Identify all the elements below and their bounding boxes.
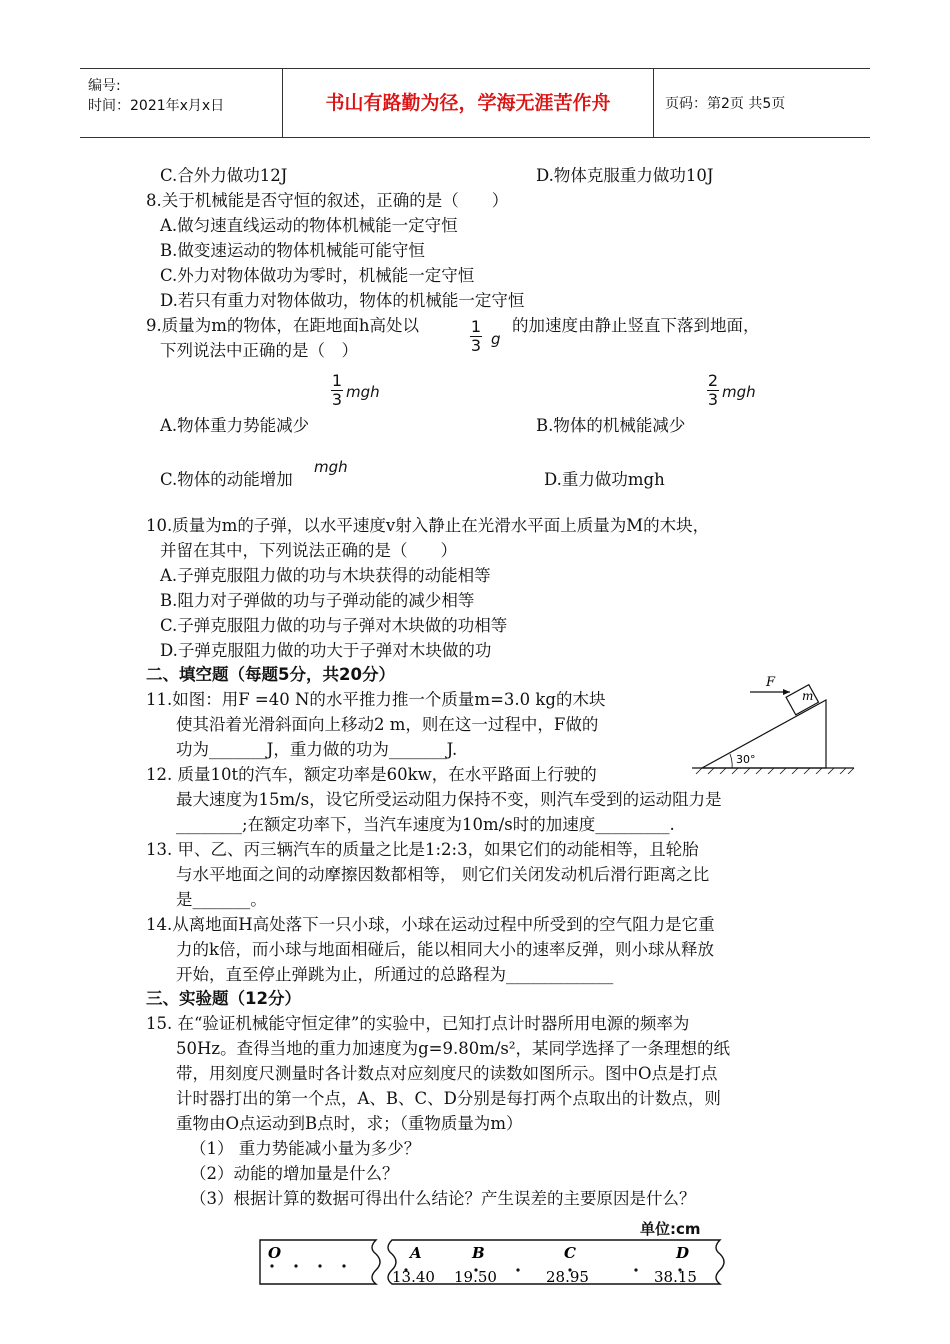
q10-option-a: A.子弹克服阻力做的功与木块获得的动能相等: [160, 566, 491, 585]
time-label: 时间：2021年x月x日: [88, 98, 225, 114]
q9-option-d: D.重力做功mgh: [544, 470, 665, 489]
q9-g-symbol: g: [491, 330, 501, 348]
q13-line-3: 是_______。: [176, 890, 267, 909]
tape-reading-c: 28.95: [546, 1268, 589, 1286]
q9-option-a: A.物体重力势能减少: [160, 416, 310, 435]
tape-reading-b: 19.50: [454, 1268, 497, 1286]
q8-option-a: A.做匀速直线运动的物体机械能一定守恒: [160, 216, 458, 235]
paper-tape-diagram: [258, 1236, 728, 1288]
q14-line-3: 开始，直至停止弹跳为止，所通过的总路程为_____________: [176, 965, 614, 984]
q15-sub-2: （2）动能的增加量是什么？: [190, 1164, 399, 1183]
q12-line-3: ________;在额定功率下，当汽车速度为10m/s时的加速度_________.: [176, 815, 675, 834]
q12-line-2: 最大速度为15m/s，设它所受运动阻力保持不变，则汽车受到的运动阻力是: [176, 790, 722, 809]
q10-option-d: D.子弹克服阻力做的功大于子弹对木块做的功: [160, 641, 492, 660]
incline-triangle: [702, 700, 826, 768]
q11-line-3: 功为_______J，重力做的功为_______J.: [176, 740, 458, 759]
section-3-heading: 三、实验题（12分）: [146, 989, 301, 1008]
q11-line-2: 使其沿着光滑斜面向上移动2 m，则在这一过程中，F做的: [176, 715, 599, 734]
q8-option-b: B.做变速运动的物体机械能可能守恒: [160, 241, 425, 260]
tape-point-c: C: [564, 1244, 576, 1262]
q13-line-1: 13. 甲、乙、丙三辆汽车的质量之比是1:2:3，如果它们的动能相等，且轮胎: [146, 840, 699, 859]
q8-stem: 8.关于机械能是否守恒的叙述，正确的是（ ）: [146, 191, 509, 210]
q12-line-1: 12. 质量10t的汽车，额定功率是60kw，在水平路面上行驶的: [146, 765, 597, 784]
q15-line-2: 50Hz。查得当地的重力加速度为g=9.80m/s²，某同学选择了一条理想的纸: [176, 1039, 730, 1058]
block-mass-label: m: [802, 689, 814, 703]
q11-line-1: 11.如图：用F =40 N的水平推力推一个质量m=3.0 kg的木块: [146, 690, 606, 709]
section-2-heading: 二、填空题（每题5分，共20分）: [146, 665, 395, 684]
tape-reading-a: 13.40: [392, 1268, 435, 1286]
fraction-numerator: 1: [470, 317, 482, 336]
tape-unit-label: 单位:cm: [640, 1220, 701, 1238]
q15-line-1: 15. 在“验证机械能守恒定律”的实验中，已知打点计时器所用电源的频率为: [146, 1014, 690, 1033]
q10-stem-1: 10.质量为m的子弹，以水平速度v射入静止在光滑水平面上质量为M的木块，: [146, 516, 710, 535]
q9-stem-1: 9.质量为m的物体，在距地面h高处以: [146, 316, 420, 335]
page-info: 页码：第2页 共5页: [665, 96, 786, 112]
header-motto: 书山有路勤为径，学海无涯苦作舟: [283, 69, 654, 137]
fraction-numerator: 1: [331, 371, 343, 390]
force-arrowhead: [783, 689, 790, 695]
force-label: F: [766, 675, 776, 690]
q9-fraction-b: [707, 372, 719, 409]
ground-hatching: [696, 768, 854, 774]
tape-point-o: O: [268, 1244, 282, 1262]
q9-a-mgh: mgh: [346, 383, 380, 401]
tape-point-a: A: [410, 1244, 422, 1262]
q10-option-c: C.子弹克服阻力做的功与子弹对木块做的功相等: [160, 616, 508, 635]
q10-stem-2: 并留在其中，下列说法正确的是（ ）: [160, 541, 457, 560]
tape-point-d: D: [676, 1244, 690, 1262]
angle-label: 30°: [736, 753, 756, 766]
q9-option-b: B.物体的机械能减少: [536, 416, 686, 435]
q9-c-mgh: mgh: [314, 458, 348, 476]
q13-line-2: 与水平地面之间的动摩擦因数都相等， 则它们关闭发动机后滑行距离之比: [176, 865, 710, 884]
incline-diagram: [690, 672, 860, 774]
q15-line-3: 带，用刻度尺测量时各计数点对应刻度尺的读数如图所示。图中O点是打点: [176, 1064, 718, 1083]
q9-option-c: C.物体的动能增加: [160, 470, 293, 489]
fraction-denominator: 3: [470, 336, 482, 355]
tape-point-b: B: [472, 1244, 485, 1262]
q9-stem-1-tail: 的加速度由静止竖直下落到地面，: [512, 316, 760, 335]
q7-option-c: C.合外力做功12J: [160, 166, 288, 185]
number-label: 编号:: [88, 78, 121, 94]
angle-arc: [730, 754, 732, 768]
q9-fraction-a: [331, 372, 343, 409]
q9-fraction-g: [470, 318, 482, 355]
page-header: [80, 68, 870, 138]
q8-option-c: C.外力对物体做功为零时，机械能一定守恒: [160, 266, 475, 285]
q9-b-mgh: mgh: [722, 383, 756, 401]
q14-line-1: 14.从离地面H高处落下一只小球，小球在运动过程中所受到的空气阻力是它重: [146, 915, 715, 934]
fraction-denominator: 3: [707, 390, 719, 409]
q15-line-5: 重物由O点运动到B点时，求；（重物质量为m）: [176, 1114, 523, 1133]
q14-line-2: 力的k倍，而小球与地面相碰后，能以相同大小的速率反弹，则小球从释放: [176, 940, 714, 959]
tape-reading-d: 38.15: [654, 1268, 697, 1286]
q15-sub-3: （3）根据计算的数据可得出什么结论？产生误差的主要原因是什么？: [190, 1189, 696, 1208]
q15-sub-1: （1） 重力势能减小量为多少？: [190, 1139, 421, 1158]
fraction-numerator: 2: [707, 371, 719, 390]
fraction-denominator: 3: [331, 390, 343, 409]
header-meta: [80, 69, 283, 137]
q10-option-b: B.阻力对子弹做的功与子弹动能的减少相等: [160, 591, 475, 610]
q8-option-d: D.若只有重力对物体做功，物体的机械能一定守恒: [160, 291, 525, 310]
q9-stem-2: 下列说法中正确的是（ ）: [160, 341, 358, 360]
q7-option-d: D.物体克服重力做功10J: [536, 166, 714, 185]
q15-line-4: 计时器打出的第一个点，A、B、C、D分别是每打两个点取出的计数点，则: [176, 1089, 721, 1108]
